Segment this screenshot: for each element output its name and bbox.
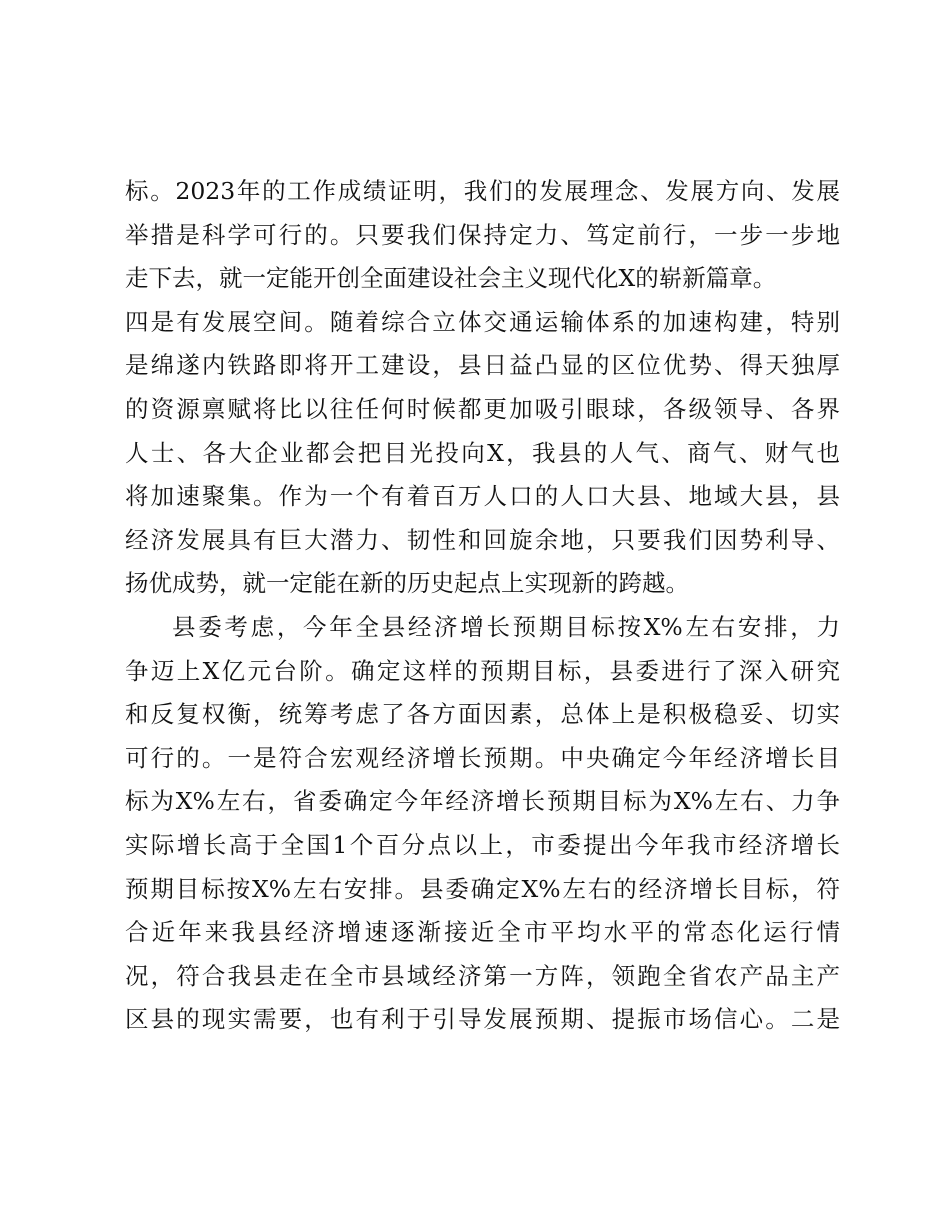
body-text [125,170,840,1042]
text-line: 和反复权衡，统筹考虑了各方面因素，总体上是积极稳妥、切实 [125,700,840,729]
text-line: 争迈上X亿元台阶。确定这样的预期目标，县委进行了深入研究 [125,656,840,685]
text-line: 是绵遂内铁路即将开工建设，县日益凸显的区位优势、得天独厚 [125,351,840,380]
text-line: 标。2023年的工作成绩证明，我们的发展理念、发展方向、发展 [125,177,840,205]
text-line: 县委考虑，今年全县经济增长预期目标按X%左右安排，力 [172,612,840,641]
text-line: 将加速聚集。作为一个有着百万人口的人口大县、地域大县，县 [125,482,840,511]
text-line: 预期目标按X%左右安排。县委确定X%左右的经济增长目标，符 [125,874,840,903]
text-line: 实际增长高于全国1个百分点以上，市委提出今年我市经济增长 [125,830,840,859]
text-line: 人士、各大企业都会把目光投向X，我县的人气、商气、财气也 [125,438,840,467]
text-line: 标为X%左右，省委确定今年经济增长预期目标为X%左右、力争 [125,787,840,816]
text-line: 区县的现实需要，也有利于引导发展预期、提振市场信心。二是 [125,1005,840,1034]
text-line: 合近年来我县经济增速逐渐接近全市平均水平的常态化运行情 [125,918,840,947]
text-line: 可行的。一是符合宏观经济增长预期。中央确定今年经济增长目 [125,743,840,772]
text-line: 经济发展具有巨大潜力、韧性和回旋余地，只要我们因势利导、 [125,525,840,554]
text-line: 的资源禀赋将比以往任何时候都更加吸引眼球，各级领导、各界 [125,394,840,423]
text-line: 况，符合我县走在全市县域经济第一方阵，领跑全省农产品主产 [125,961,840,990]
text-line: 走下去，就一定能开创全面建设社会主义现代化X的崭新篇章。 [125,264,777,293]
text-line: 扬优成势，就一定能在新的历史起点上实现新的跨越。 [125,569,689,598]
text-line: 举措是科学可行的。只要我们保持定力、笃定前行，一步一步地 [125,220,840,249]
text-line: 四是有发展空间。随着综合立体交通运输体系的加速构建，特别 [125,307,840,336]
